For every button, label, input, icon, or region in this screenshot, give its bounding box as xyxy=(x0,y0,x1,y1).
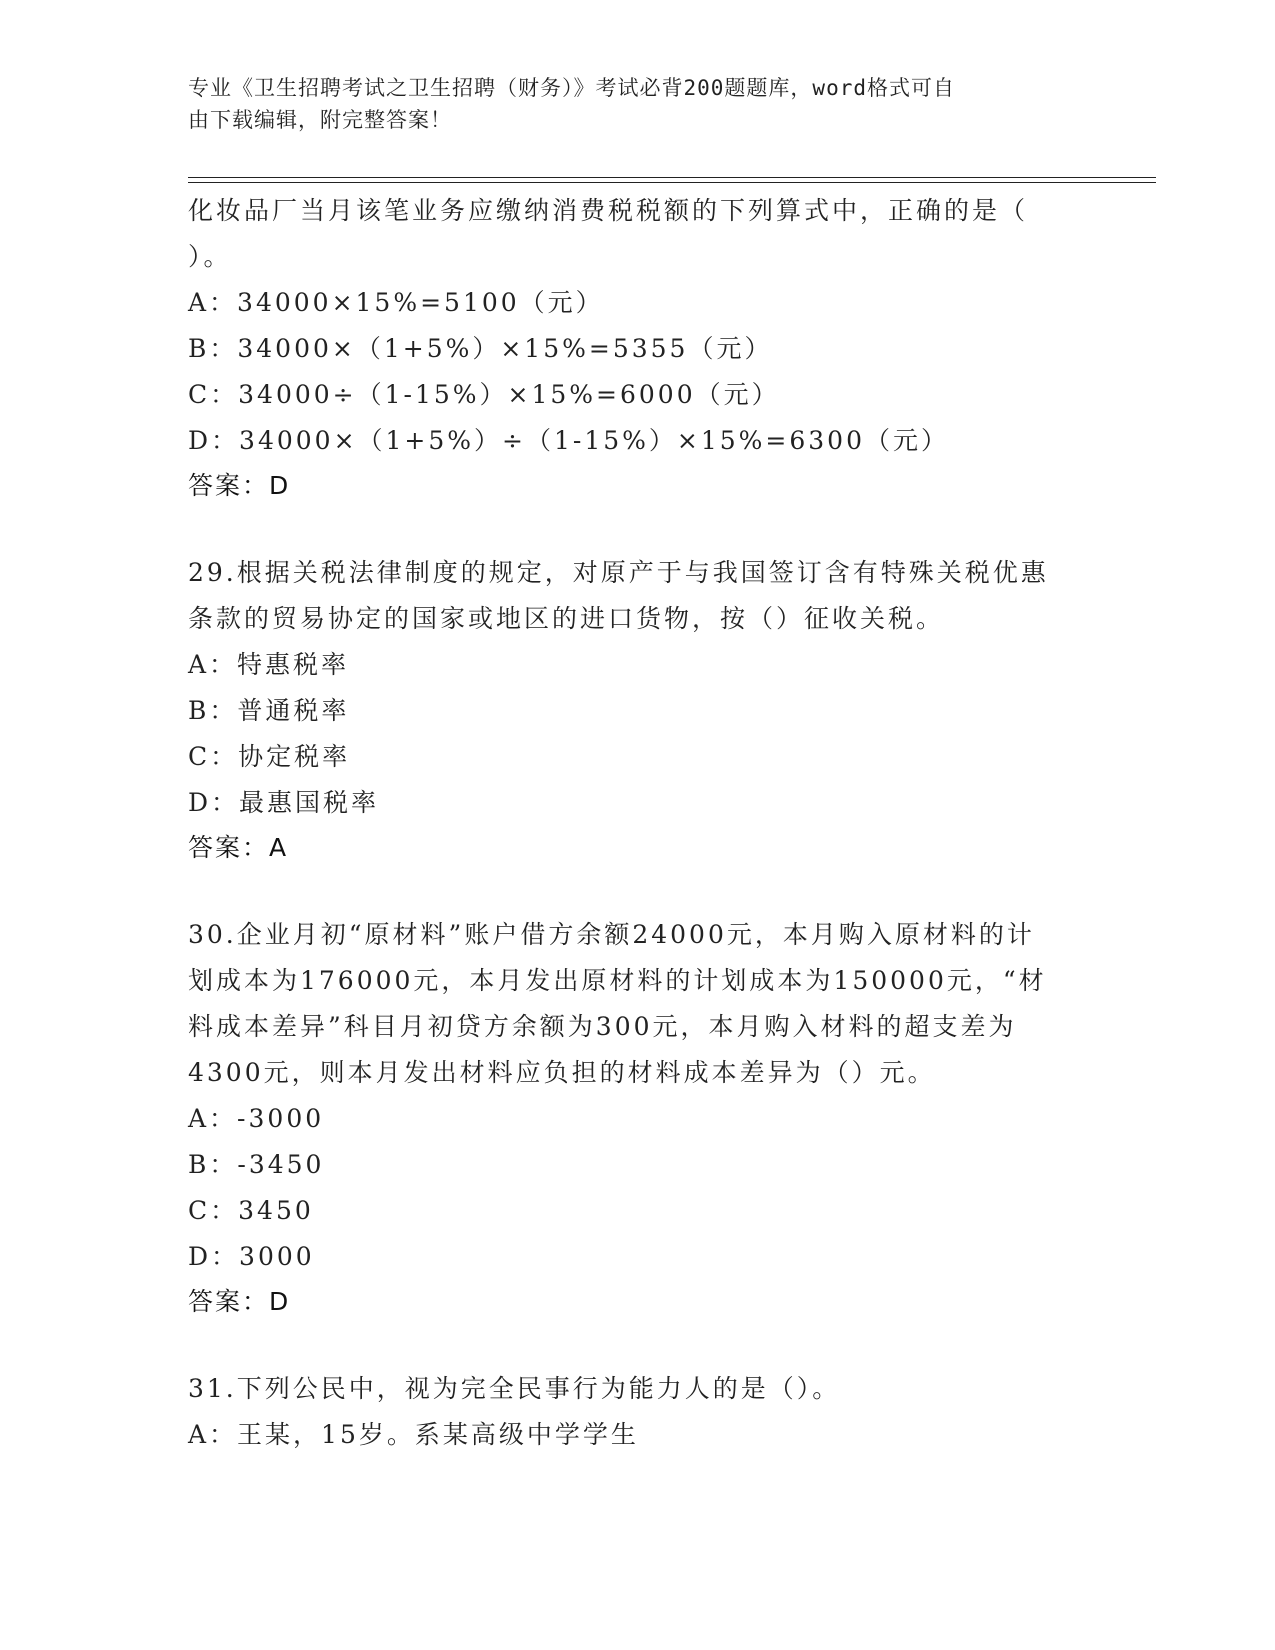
question-stem-line: 4300元，则本月发出材料应负担的材料成本差异为（）元。 xyxy=(188,1058,936,1087)
question-stem-line: 30.企业月初“原材料”账户借方余额24000元，本月购入原材料的计 xyxy=(188,920,1035,949)
question-stem-line: 划成本为176000元，本月发出原材料的计划成本为150000元，“材 xyxy=(188,966,1047,995)
header-line-1: 专业《卫生招聘考试之卫生招聘（财务）》考试必背200题题库，word格式可自 xyxy=(188,76,955,100)
question-29 xyxy=(188,550,1088,870)
question-30 xyxy=(188,912,1088,1324)
header-line-2: 由下载编辑，附完整答案！ xyxy=(188,108,452,132)
header-divider-bottom xyxy=(188,182,1156,183)
answer-label: 答案：A xyxy=(188,833,289,862)
option-c: C：3450 xyxy=(188,1196,314,1225)
question-31 xyxy=(188,1366,1088,1458)
question-stem-line: 条款的贸易协定的国家或地区的进口货物，按（）征收关税。 xyxy=(188,604,945,633)
question-stem-line: ）。 xyxy=(188,242,232,271)
option-b: B：普通税率 xyxy=(188,696,350,725)
question-stem-line: 化妆品厂当月该笔业务应缴纳消费税税额的下列算式中，正确的是（ xyxy=(188,196,1029,225)
option-a: A：特惠税率 xyxy=(188,650,350,679)
question-spacer xyxy=(188,1324,1088,1366)
option-a: A：-3000 xyxy=(188,1104,325,1133)
question-spacer xyxy=(188,870,1088,912)
header-divider-top xyxy=(188,177,1156,178)
question-spacer xyxy=(188,508,1088,550)
answer-label: 答案：D xyxy=(188,471,291,500)
question-stem-line: 31.下列公民中，视为完全民事行为能力人的是（）。 xyxy=(188,1374,841,1403)
option-d: D：最惠国税率 xyxy=(188,788,380,817)
option-b: B：-3450 xyxy=(188,1150,325,1179)
option-d: D：34000×（1+5%）÷（1-15%）×15%=6300（元） xyxy=(188,426,949,455)
question-28 xyxy=(188,188,1088,508)
answer-label: 答案：D xyxy=(188,1287,291,1316)
option-b: B：34000×（1+5%）×15%=5355（元） xyxy=(188,334,773,363)
question-stem-line: 29.根据关税法律制度的规定，对原产于与我国签订含有特殊关税优惠 xyxy=(188,558,1049,587)
option-d: D：3000 xyxy=(188,1242,315,1271)
option-a: A：34000×15%=5100（元） xyxy=(188,288,604,317)
option-a: A：王某，15岁。系某高级中学学生 xyxy=(188,1420,639,1449)
question-stem-line: 料成本差异”科目月初贷方余额为300元，本月购入材料的超支差为 xyxy=(188,1012,1017,1041)
option-c: C：协定税率 xyxy=(188,742,351,771)
document-header xyxy=(188,72,1068,136)
question-list xyxy=(188,188,1088,1458)
option-c: C：34000÷（1-15%）×15%=6000（元） xyxy=(188,380,780,409)
